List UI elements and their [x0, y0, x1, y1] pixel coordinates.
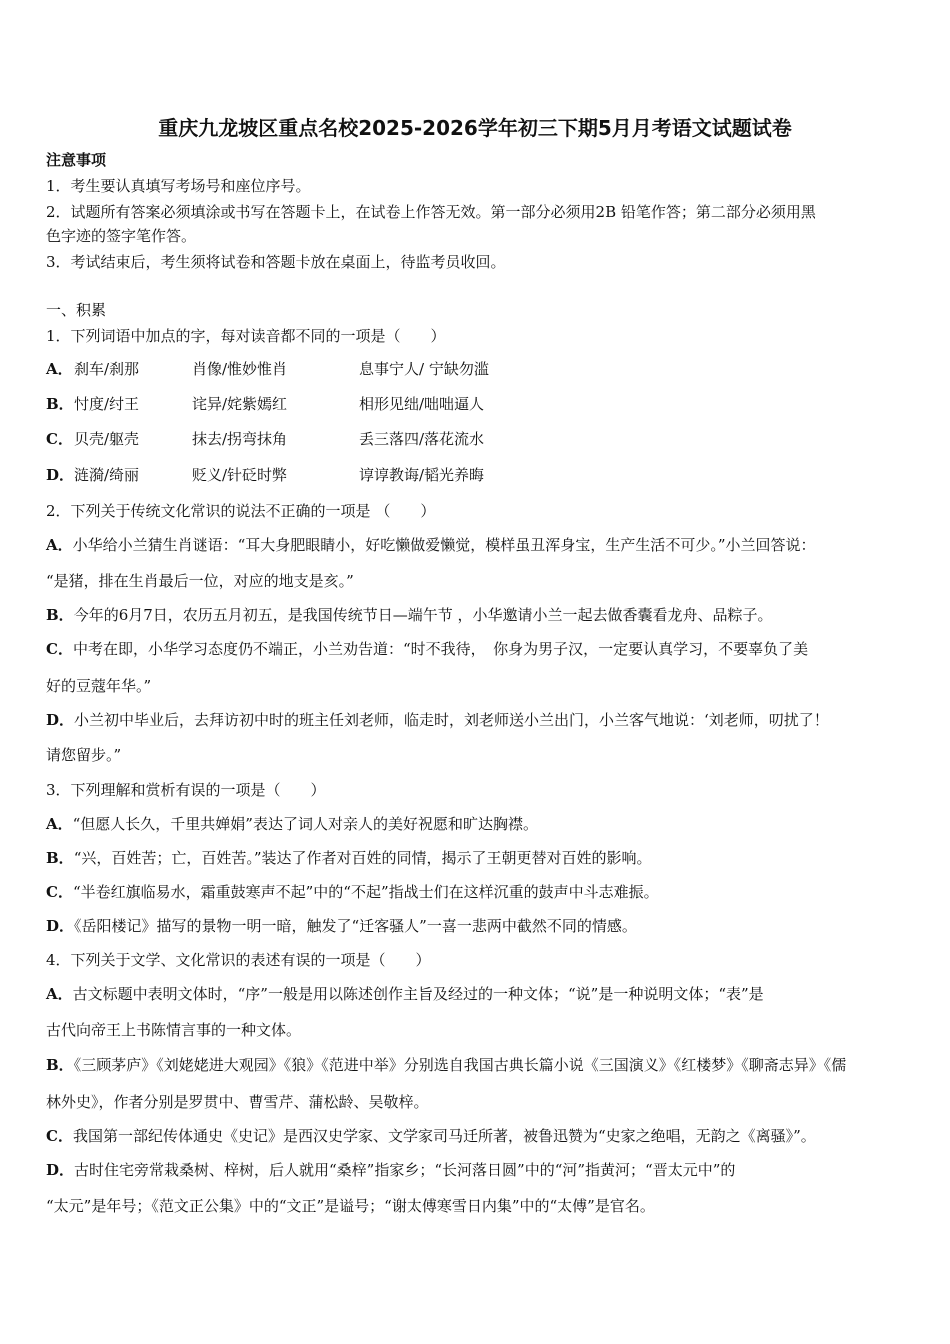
option-letter: D．	[46, 1161, 75, 1179]
option-choice: 相形见绌/咄咄逼人	[359, 395, 485, 413]
section-heading: 一、积累	[46, 301, 107, 319]
option-letter: A．	[46, 536, 73, 554]
option-choice: 涟漪/绮丽	[74, 466, 140, 484]
question-3-stem: 3．下列理解和赏析有误的一项是（ ）	[46, 781, 326, 799]
option-letter: D．	[46, 466, 75, 484]
question-3-line	[46, 916, 910, 936]
option-letter: B．	[46, 606, 74, 624]
option-letter: B．	[46, 849, 74, 867]
option-choice: 丢三落四/落花流水	[359, 430, 485, 448]
question-3-line	[46, 882, 910, 902]
question-2-stem: 2．下列关于传统文化常识的说法不正确的一项是 （ ）	[46, 502, 436, 520]
option-choice: 肖像/惟妙惟肖	[192, 360, 288, 378]
question-4-line	[46, 1196, 910, 1216]
option-letter: A．	[46, 360, 73, 378]
option-choice: 忖度/纣王	[74, 395, 140, 413]
option-choice: 抹去/拐弯抹角	[192, 430, 288, 448]
question-2-line	[46, 605, 910, 625]
question-4-line	[46, 1160, 910, 1180]
option-text: “是猪，排在生肖最后一位，对应的地支是亥。”	[46, 572, 354, 590]
option-choice: 谆谆教诲/韬光养晦	[359, 466, 485, 484]
question-2-line	[46, 676, 910, 696]
option-text: 古代向帝王上书陈情言事的一种文体。	[46, 1021, 302, 1039]
option-letter: C．	[46, 883, 73, 901]
option-text: “兴，百姓苦；亡，百姓苦。”装达了作者对百姓的同情，揭示了王朝更替对百姓的影响。	[73, 849, 652, 867]
option-text: 中考在即，小华学习态度仍不端正，小兰劝告道：“时不我待， 你身为男子汉，一定要认真学习，不要辜负了美	[72, 640, 809, 658]
option-text: 古文标题中表明文体时，“序”一般是用以陈述创作主旨及经过的一种文体；“说”是一种说明文体；“表”是	[72, 985, 764, 1003]
option-letter: B．	[46, 395, 74, 413]
option-choice: 贝壳/躯壳	[74, 430, 140, 448]
question-2-line	[46, 745, 910, 765]
question-3-line	[46, 848, 910, 868]
option-text: 小华给小兰猜生肖谜语：“耳大身肥眼睛小，好吃懒做爱懒觉，模样虽丑浑身宝，生产生活不可少。”小兰回答说：	[72, 536, 816, 554]
question-4-line	[46, 1020, 910, 1040]
option-text: 《三顾茅庐》《刘姥姥进大观园》《狼》《范进中举》分别选自我国古典长篇小说《三国演义》《红楼梦》《聊斋志异》《儒	[73, 1056, 847, 1074]
option-letter: A．	[46, 815, 73, 833]
notice-heading: 注意事项	[46, 151, 107, 169]
option-choice: 诧异/姹紫嫣红	[192, 395, 288, 413]
question-2-line	[46, 710, 910, 730]
option-text: “半卷红旗临易水，霜重鼓寒声不起”中的“不起”指战士们在这样沉重的鼓声中斗志难振。	[72, 883, 659, 901]
question-4-line	[46, 1092, 910, 1112]
question-2-line	[46, 571, 910, 591]
option-text: 林外史》，作者分别是罗贯中、曹雪芹、蒲松龄、吴敬梓。	[46, 1093, 429, 1111]
option-text: 今年的6月7日，农历五月初五，是我国传统节日—端午节 ，小华邀请小兰一起去做香囊看龙舟、品粽子。	[73, 606, 773, 624]
question-2-line	[46, 639, 910, 659]
option-letter: C．	[46, 430, 73, 448]
option-choice: 贬义/针砭时弊	[192, 466, 288, 484]
notice-item: 3．考试结束后，考生须将试卷和答题卡放在桌面上，待监考员收回。	[46, 253, 506, 271]
option-letter: D．	[46, 711, 75, 729]
option-text: 好的豆蔻年华。”	[46, 677, 152, 695]
question-4-line	[46, 1126, 910, 1146]
notice-item: 1．考生要认真填写考场号和座位序号。	[46, 177, 311, 195]
option-letter: C．	[46, 1127, 73, 1145]
option-letter: B．	[46, 1056, 74, 1074]
notice-item: 色字迹的签字笔作答。	[46, 227, 197, 245]
question-3-line	[46, 814, 910, 834]
question-1-stem: 1．下列词语中加点的字，每对读音都不同的一项是（ ）	[46, 327, 446, 345]
option-choice: 息事宁人/ 宁缺勿滥	[359, 360, 489, 378]
notice-item: 2．试题所有答案必须填涂或书写在答题卡上，在试卷上作答无效。第一部分必须用2B 铅笔作答；第二部分必须用黑	[46, 203, 816, 221]
option-text: “但愿人长久，千里共婵娟”表达了词人对亲人的美好祝愿和旷达胸襟。	[72, 815, 538, 833]
question-4-line	[46, 984, 910, 1004]
option-text: 古时住宅旁常栽桑树、梓树，后人就用“桑梓”指家乡；“长河落日圆”中的“河”指黄河；“晋太元中”的	[74, 1161, 736, 1179]
question-2-line	[46, 535, 910, 555]
page-title: 重庆九龙坡区重点名校2025-2026学年初三下期5月月考语文试题试卷	[158, 116, 792, 140]
question-4-line	[46, 1055, 910, 1075]
option-text: 我国第一部纪传体通史《史记》是西汉史学家、文学家司马迁所著，被鲁迅赞为“史家之绝唱，无韵之《离骚》”。	[72, 1127, 816, 1145]
option-letter: D．	[46, 917, 75, 935]
option-letter: A．	[46, 985, 73, 1003]
option-letter: C．	[46, 640, 73, 658]
option-text: 《岳阳楼记》描写的景物一明一暗，触发了“迁客骚人”一喜一悲两中截然不同的情感。	[74, 917, 637, 935]
option-text: “太元”是年号；《范文正公集》中的“文正”是谥号；“谢太傅寒雪日内集”中的“太傅”是官名。	[46, 1197, 655, 1215]
option-text: 请您留步。”	[46, 746, 122, 764]
question-4-stem: 4．下列关于文学、文化常识的表述有误的一项是（ ）	[46, 951, 431, 969]
option-text: 小兰初中毕业后，去拜访初中时的班主任刘老师，临走时，刘老师送小兰出门，小兰客气地说：‘刘老师，叨扰了！	[74, 711, 829, 729]
option-choice: 刹车/刹那	[74, 360, 140, 378]
